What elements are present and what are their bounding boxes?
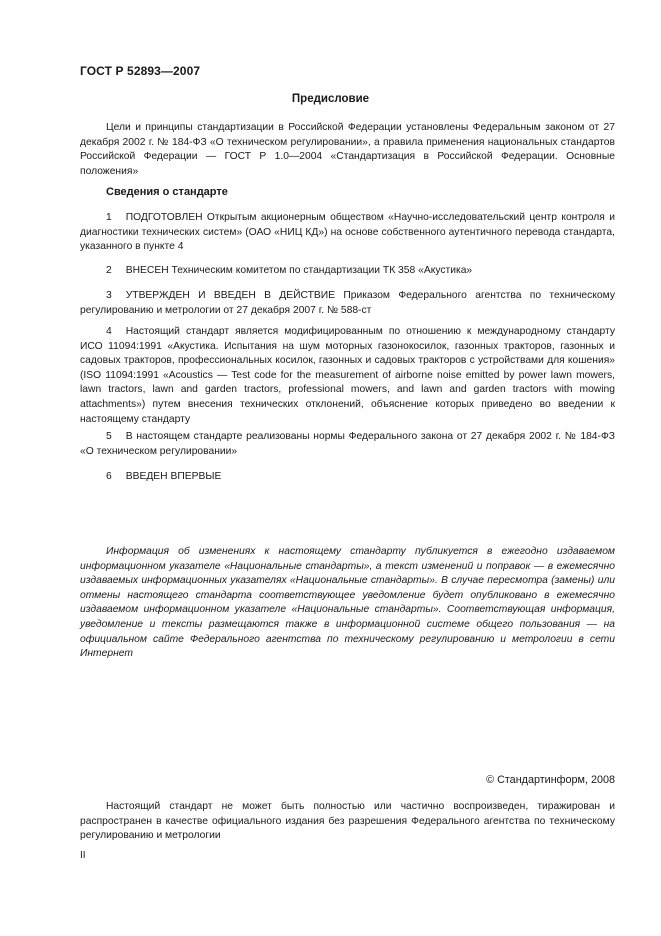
reproduction-notice [80, 800, 615, 844]
item-text: В настоящем стандарте реализованы нормы Федерального закона от 27 декабря 2002 г. № 184-ФЗ «О техническом регулировании» [80, 431, 615, 457]
item-number: 2 [106, 265, 112, 276]
item-4 [80, 325, 615, 427]
item-number: 5 [106, 431, 112, 442]
copyright: © Стандартинформ, 2008 [486, 774, 615, 786]
item-number: 4 [106, 326, 112, 337]
item-5 [80, 430, 615, 459]
item-text: ВНЕСЕН Техническим комитетом по стандартизации ТК 358 «Акустика» [125, 265, 473, 276]
about-standard-title: Сведения о стандарте [106, 186, 228, 198]
item-text: УТВЕРЖДЕН И ВВЕДЕН В ДЕЙСТВИЕ Приказом Федерального агентства по техническому регулированию и метрологии от 27 декабря 2007 г. № 588-ст [80, 290, 615, 316]
item-3 [80, 289, 615, 318]
info-notice-text: Информация об изменениях к настоящему стандарту публикуется в ежегодно издаваемом информационном указателе «Национальные стандарты», а текст изменений и поправок — в ежемесячно издаваемых информационных указателях «Национальные стандарты». В случае пересмотра (замены) или отмены настоящего стандарта соответствующее уведомление будет опубликовано в ежемесячно издаваемом информационном указателе «Национальные стандарты». Соответствующая информация, уведомление и тексты размещаются также в информационной системе общего пользования — на официальном сайте Федерального агентства по техническому регулированию и метрологии в сети Интернет [80, 546, 615, 660]
page-number: II [80, 850, 86, 861]
item-number: 6 [106, 471, 112, 482]
item-number: 3 [106, 290, 112, 301]
item-text: Настоящий стандарт является модифицированным по отношению к международному стандарту ИСО 11094:1991 «Акустика. Испытания на шум моторных газонокосилок, газонных тракторов, газонных и садовых тракторов, профессиональных косилок, газонных и садовых тракторов с устройствами для кошения» (ISO 11094:1991 «Acoustics — Test code for the measurement of airborne noise emitted by power lawn mowers, lawn tractors, lawn and garden tractors, professional mowers, and lawn and garden tractors with mowing attachments») путем внесения технических отклонений, объяснение которых приведено во введении к настоящему стандарту [80, 326, 615, 425]
item-6 [80, 470, 615, 485]
reproduction-notice-text: Настоящий стандарт не может быть полностью или частично воспроизведен, тиражирован и распространен в качестве официального издания без разрешения Федерального агентства по техническому регулированию и метрологии [80, 801, 615, 842]
standard-code: ГОСТ Р 52893—2007 [80, 64, 201, 78]
item-number: 1 [106, 212, 112, 223]
item-text: ПОДГОТОВЛЕН Открытым акционерным обществом «Научно-исследовательский центр контроля и диагностики технических систем» (ОАО «НИЦ КД») на основе собственного аутентичного перевода стандарта, указанного в пункте 4 [80, 212, 615, 253]
item-1 [80, 211, 615, 255]
item-text: ВВЕДЕН ВПЕРВЫЕ [125, 471, 222, 482]
preface-title: Предисловие [291, 93, 370, 105]
intro-text: Цели и принципы стандартизации в Российской Федерации установлены Федеральным законом от 27 декабря 2002 г. № 184-ФЗ «О техническом регулировании», а правила применения национальных стандартов Российской Федерации — ГОСТ Р 1.0—2004 «Стандартизация в Российской Федерации. Основные положения» [80, 122, 615, 177]
intro-paragraph [80, 121, 615, 179]
info-notice [80, 545, 615, 662]
item-2 [80, 264, 615, 279]
